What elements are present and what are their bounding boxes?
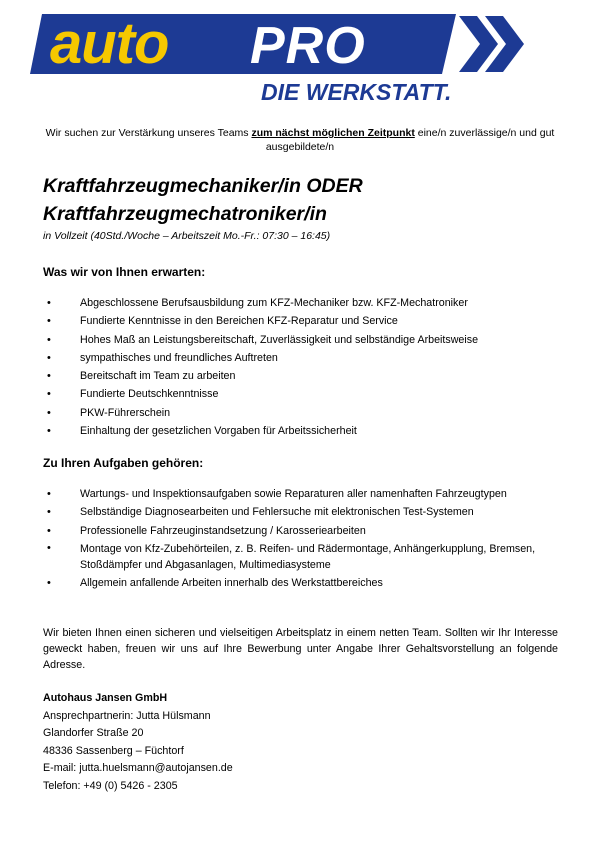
tasks-list bbox=[43, 485, 563, 593]
contact-city: 48336 Sassenberg – Füchtorf bbox=[43, 744, 184, 757]
chevron-arrows-icon bbox=[459, 16, 524, 72]
intro-emphasis: zum nächst möglichen Zeitpunkt bbox=[251, 127, 415, 139]
intro-before: Wir suchen zur Verstärkung unseres Teams bbox=[45, 127, 252, 139]
logo-brand-auto: auto bbox=[50, 11, 169, 76]
job-title-line2: Kraftfahrzeugmechatroniker/in bbox=[43, 203, 327, 225]
list-item: • Professionelle Fahrzeuginstandsetzung / Karosseriearbeiten bbox=[43, 522, 563, 540]
contact-email: E-mail: jutta.huelsmann@autojansen.de bbox=[43, 762, 233, 774]
logo-tagline: DIE WERKSTATT. bbox=[261, 79, 452, 104]
logo-brand-pro: PRO bbox=[250, 17, 366, 75]
job-subtitle: in Vollzeit (40Std./Woche – Arbeitszeit Mo.-Fr.: 07:30 – 16:45) bbox=[43, 230, 331, 242]
requirements-heading: Was wir von Ihnen erwarten: bbox=[43, 265, 206, 279]
list-item: • Wartungs- und Inspektionsaufgaben sowie Reparaturen aller namenhaften Fahrzeugtypen bbox=[43, 485, 563, 503]
intro-text bbox=[40, 126, 560, 154]
list-item: • PKW-Führerschein bbox=[43, 404, 563, 422]
list-item: • Bereitschaft im Team zu arbeiten bbox=[43, 367, 563, 385]
list-item: • sympathisches und freundliches Auftreten bbox=[43, 349, 563, 367]
contact-phone: Telefon: +49 (0) 5426 - 2305 bbox=[43, 779, 178, 792]
closing-paragraph: Wir bieten Ihnen einen sicheren und vielseitigen Arbeitsplatz in einem netten Team. Sollten wir Ihr Interesse geweckt haben, freuen wir uns auf Ihre Bewerbung unter Angabe Ihrer Gehaltsvorstellung an folgende Adresse. bbox=[43, 627, 558, 672]
contact-person: Ansprechpartnerin: Jutta Hülsmann bbox=[43, 709, 211, 722]
list-item: • Allgemein anfallende Arbeiten innerhalb des Werkstattbereiches bbox=[43, 574, 563, 592]
list-item: • Selbständige Diagnosearbeiten und Fehlersuche mit elektronischen Test-Systemen bbox=[43, 503, 563, 521]
list-item: • Abgeschlossene Berufsausbildung zum KFZ-Mechaniker bzw. KFZ-Mechatroniker bbox=[43, 294, 563, 312]
job-title-line1: Kraftfahrzeugmechaniker/in ODER bbox=[43, 175, 363, 197]
contact-street: Glandorfer Straße 20 bbox=[43, 727, 144, 739]
list-item: • Einhaltung der gesetzlichen Vorgaben für Arbeitssicherheit bbox=[43, 422, 563, 440]
autopro-logo bbox=[28, 10, 534, 104]
list-item: • Montage von Kfz-Zubehörteilen, z. B. Reifen- und Rädermontage, Anhängerkupplung, Bremsen, Stoßdämpfer und Abgasanlagen, Multimediasysteme bbox=[43, 540, 563, 574]
contact-block bbox=[43, 690, 233, 795]
tasks-heading: Zu Ihren Aufgaben gehören: bbox=[43, 456, 204, 470]
list-item: • Fundierte Deutschkenntnisse bbox=[43, 385, 563, 403]
list-item: • Hohes Maß an Leistungsbereitschaft, Zuverlässigkeit und selbständige Arbeitsweise bbox=[43, 331, 563, 349]
intro-after: eine/n zuverlässige/n und gut ausgebildete/n bbox=[265, 127, 555, 153]
list-item: • Fundierte Kenntnisse in den Bereichen KFZ-Reparatur und Service bbox=[43, 312, 563, 330]
job-title bbox=[43, 172, 563, 228]
requirements-list bbox=[43, 294, 563, 440]
company-name: Autohaus Jansen GmbH bbox=[43, 692, 168, 704]
